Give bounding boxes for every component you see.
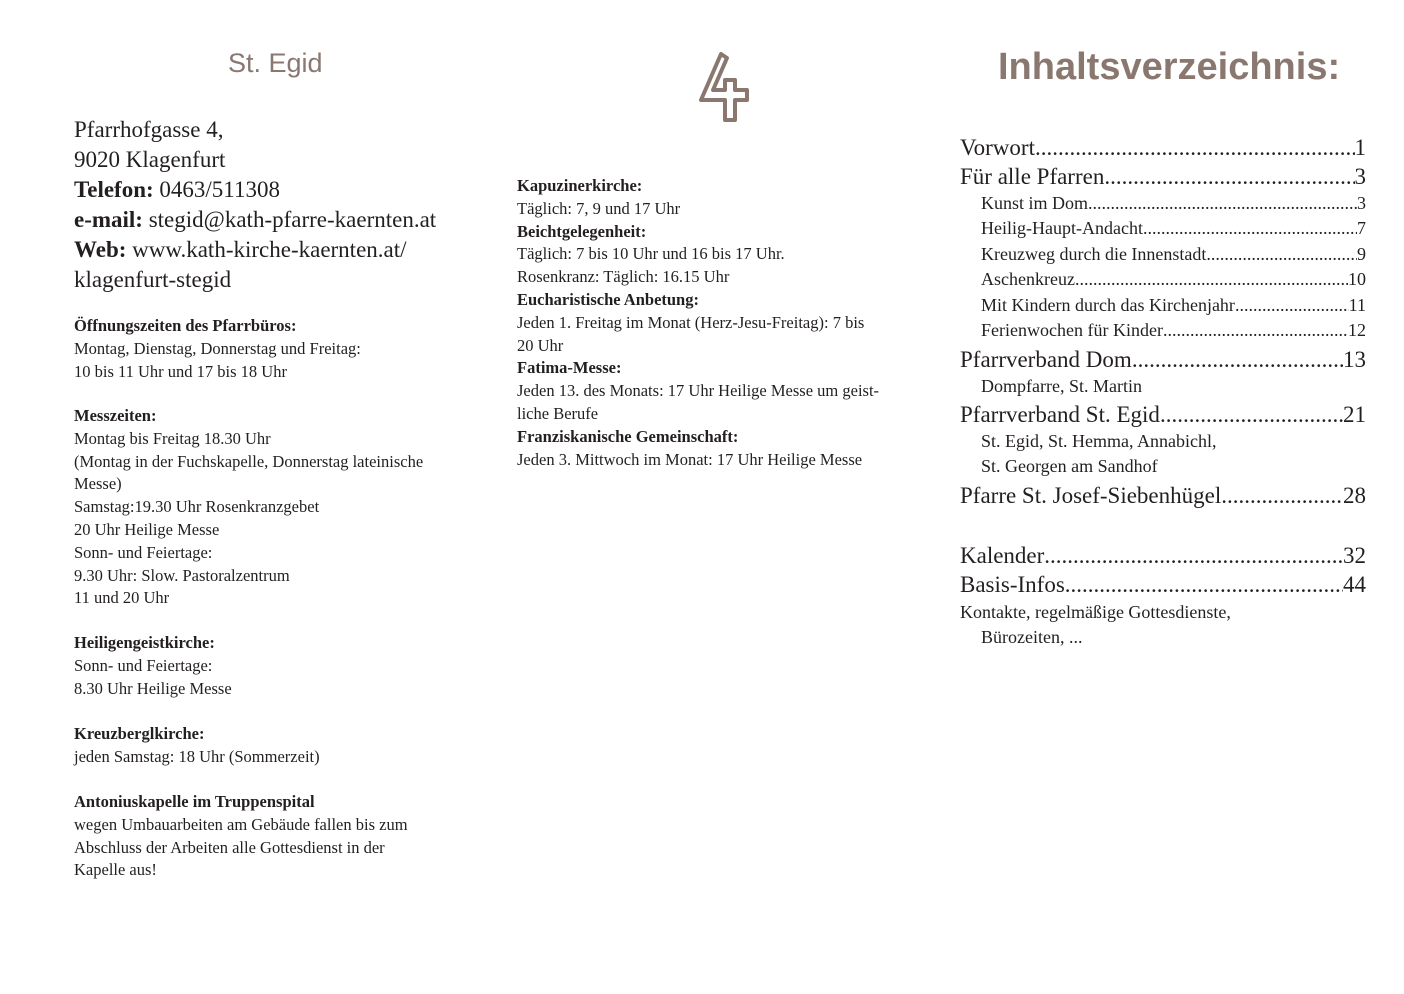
masses-line: Samstag:19.30 Uhr Rosenkranzgebet	[74, 497, 320, 517]
toc-entry[interactable]	[960, 483, 1366, 509]
schedule-line: Täglich: 7 bis 10 Uhr und 16 bis 17 Uhr.	[517, 244, 785, 264]
toc-entry-label: Pfarre St. Josef-Siebenhügel	[960, 483, 1222, 508]
toc-leader-dots	[1132, 347, 1343, 373]
toc-entry[interactable]: St. Georgen am Sandhof	[981, 456, 1158, 476]
kreuzberg-heading: Kreuzberglkirche:	[74, 724, 205, 743]
toc-entry-label: Pfarrverband St. Egid	[960, 402, 1160, 427]
toc-entry-label: Pfarrverband Dom	[960, 347, 1132, 372]
toc-entry[interactable]	[981, 193, 1366, 214]
web-link[interactable]: www.kath-kirche-kaernten.at/	[132, 237, 407, 262]
masses-heading: Messzeiten:	[74, 406, 157, 425]
masses-line: 11 und 20 Uhr	[74, 588, 170, 608]
toc-page-number: 28	[1343, 483, 1366, 508]
toc-entry[interactable]	[981, 320, 1366, 341]
schedule-heading: Franziskanische Gemeinschaft:	[517, 426, 739, 446]
toc-page-number: 3	[1354, 164, 1366, 189]
heiligengeist-line: 8.30 Uhr Heilige Messe	[74, 678, 232, 698]
toc-entry-label: Mit Kindern durch das Kirchenjahr	[981, 295, 1235, 315]
toc-leader-dots	[1075, 269, 1348, 290]
masses-line: (Montag in der Fuchskapelle, Donnerstag lateinische	[74, 451, 424, 471]
schedule-line: Jeden 1. Freitag im Monat (Herz-Jesu-Freitag): 7 bis	[517, 312, 865, 332]
toc-entry-label: Für alle Pfarren	[960, 164, 1105, 189]
antonius-line: Kapelle aus!	[74, 860, 157, 880]
toc-entry[interactable]	[981, 269, 1366, 290]
office-hours	[74, 315, 361, 383]
masses-line: 20 Uhr Heilige Messe	[74, 519, 220, 539]
toc-leader-dots	[1206, 244, 1357, 265]
office-heading: Öffnungszeiten des Pfarrbüros:	[74, 316, 297, 335]
toc-entry-label: Heilig-Haupt-Andacht	[981, 218, 1143, 238]
web-link-cont[interactable]: klagenfurt-stegid	[74, 267, 232, 292]
kreuzberg-block	[74, 723, 320, 769]
schedule-heading: Kapuzinerkirche:	[517, 176, 643, 195]
schedule-heading: Beichtgelegenheit:	[517, 221, 647, 241]
toc-leader-dots	[1044, 543, 1343, 569]
toc-title: Inhaltsverzeichnis:	[998, 46, 1341, 88]
toc-entry[interactable]	[960, 164, 1366, 190]
web-label: Web:	[74, 237, 127, 262]
address-line-1: Pfarrhofgasse 4,	[74, 117, 224, 142]
schedule-line: Jeden 3. Mittwoch im Monat: 17 Uhr Heilige Messe	[517, 449, 863, 469]
toc-entry[interactable]: Dompfarre, St. Martin	[981, 376, 1142, 396]
email-label: e-mail:	[74, 207, 143, 232]
schedule-line: liche Berufe	[517, 403, 599, 423]
antonius-line: Abschluss der Arbeiten alle Gottesdienst in der	[74, 837, 385, 857]
toc-leader-dots	[1160, 402, 1343, 428]
toc-leader-dots	[1035, 135, 1355, 161]
toc-page-number: 13	[1343, 347, 1366, 372]
toc-leader-dots	[1235, 295, 1349, 316]
masses-line: 9.30 Uhr: Slow. Pastoralzentrum	[74, 565, 290, 585]
contact-block	[74, 115, 436, 295]
toc-page-number: 21	[1343, 402, 1366, 427]
email-link[interactable]: stegid@kath-pfarre-kaernten.at	[148, 207, 437, 232]
heiligengeist-line: Sonn- und Feiertage:	[74, 655, 213, 675]
toc-entry[interactable]	[960, 572, 1366, 598]
toc-entry[interactable]	[981, 295, 1366, 316]
toc-entry[interactable]	[960, 135, 1366, 161]
schedule-line: Täglich: 7, 9 und 17 Uhr	[517, 198, 681, 218]
toc-entry[interactable]	[981, 218, 1366, 239]
antonius-line: wegen Umbauarbeiten am Gebäude fallen bis zum	[74, 814, 408, 834]
toc-entry-label: Kreuzweg durch die Innenstadt	[981, 244, 1207, 264]
toc-entry[interactable]	[960, 402, 1366, 428]
toc-page-number: 7	[1357, 218, 1366, 238]
schedule-line: Rosenkranz: Täglich: 16.15 Uhr	[517, 267, 730, 287]
toc-entry-label: Kalender	[960, 543, 1045, 568]
antonius-block	[74, 791, 408, 882]
office-line: Montag, Dienstag, Donnerstag und Freitag:	[74, 338, 361, 358]
kreuzberg-line: jeden Samstag: 18 Uhr (Sommerzeit)	[74, 746, 320, 766]
masses-line: Montag bis Freitag 18.30 Uhr	[74, 428, 271, 448]
toc-page-number: 3	[1357, 193, 1366, 213]
toc-entry[interactable]	[960, 347, 1366, 373]
heiligengeist-block	[74, 632, 232, 700]
office-line: 10 bis 11 Uhr und 17 bis 18 Uhr	[74, 361, 287, 381]
schedule-line: 20 Uhr	[517, 335, 564, 355]
toc-page-number: 32	[1343, 543, 1366, 568]
egid-title: St. Egid	[228, 48, 323, 78]
middle-schedule	[517, 175, 932, 471]
heiligengeist-heading: Heiligengeistkirche:	[74, 633, 215, 652]
toc-entry-label: Ferienwochen für Kinder	[981, 320, 1163, 340]
toc-leader-dots	[1065, 572, 1343, 598]
toc-page-number: 11	[1348, 295, 1366, 315]
toc-entry[interactable]: St. Egid, St. Hemma, Annabichl,	[981, 431, 1217, 451]
toc-page-number: 12	[1348, 320, 1366, 340]
schedule-line: Jeden 13. des Monats: 17 Uhr Heilige Messe um geist-	[517, 381, 880, 401]
toc-leader-dots	[1104, 164, 1354, 190]
mass-times	[74, 405, 423, 610]
toc-entry[interactable]: Kontakte, regelmäßige Gottesdienste,	[960, 602, 1231, 622]
schedule-heading: Fatima-Messe:	[517, 358, 622, 378]
masses-line: Sonn- und Feiertage:	[74, 542, 213, 562]
cross-logo-icon	[695, 52, 751, 124]
phone-label: Telefon:	[74, 177, 154, 202]
toc-leader-dots	[1088, 193, 1357, 214]
schedule-heading: Eucharistische Anbetung:	[517, 289, 699, 309]
toc-entry-label: Vorwort	[960, 135, 1035, 160]
toc-page-number: 10	[1348, 269, 1366, 289]
toc-entry-label: Kunst im Dom	[981, 193, 1089, 213]
toc-page-number: 1	[1354, 135, 1366, 160]
toc-page-number: 9	[1357, 244, 1366, 264]
toc-entry[interactable]	[960, 543, 1366, 569]
masses-line: Messe)	[74, 474, 122, 494]
toc-entry[interactable]: Bürozeiten, ...	[981, 627, 1083, 647]
toc-leader-dots	[1221, 483, 1343, 509]
toc-entry-label: Aschenkreuz	[981, 269, 1075, 289]
toc-leader-dots	[1143, 218, 1357, 239]
toc-page-number: 44	[1343, 572, 1366, 597]
toc-entry-label: Basis-Infos	[960, 572, 1065, 597]
phone-number: 0463/511308	[159, 177, 280, 202]
toc-entry[interactable]	[981, 244, 1366, 265]
toc-leader-dots	[1163, 320, 1348, 341]
address-line-2: 9020 Klagenfurt	[74, 147, 226, 172]
antonius-heading: Antoniuskapelle im Truppenspital	[74, 792, 315, 811]
